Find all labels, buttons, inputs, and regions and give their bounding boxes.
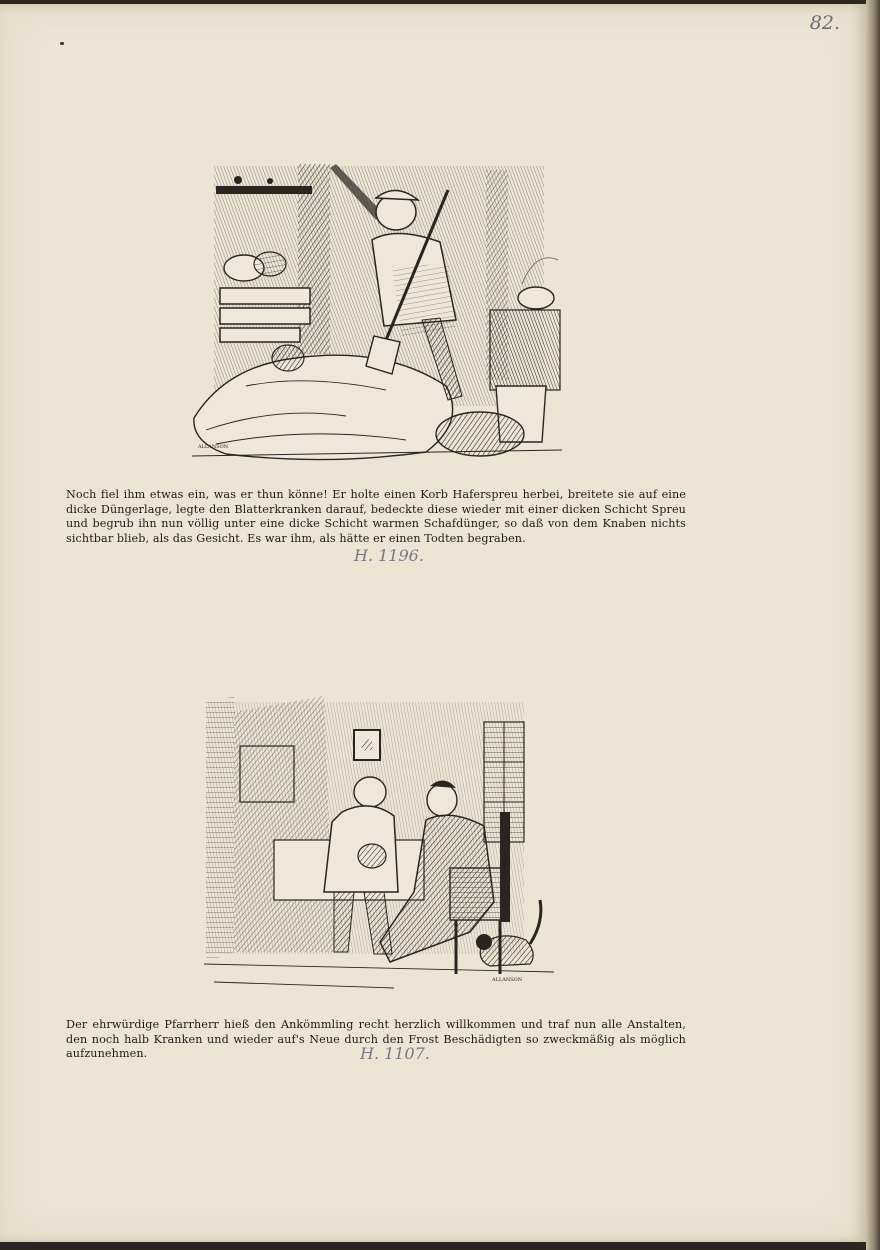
book-edge (866, 0, 880, 1250)
caption-1 (66, 488, 686, 546)
ink-speck (60, 42, 64, 45)
illustration-signature: ALLANSON (492, 977, 523, 983)
caption-text: Noch fiel ihm etwas ein, was er thun könne! Er holte einen Korb Haferspreu herbei, breitete sie auf eine dicke Düngerlage, legte den Blatterkranken darauf, bedeckte diese wieder mit einer dicken Schicht Spreu und begrub ihn nun völlig unter eine dicke Schicht warmen Schafdünger, so daß von dem Knaben nichts sichtbar blieb, als das Gesicht. Es war ihm, als hätte er einen Todten begraben. (66, 488, 686, 545)
catalog-reference-2: H. 1107. (360, 1044, 430, 1063)
illustration-signature: ALLANSON (198, 444, 229, 450)
barn-engraving (186, 160, 570, 472)
page-number: 82. (809, 12, 840, 34)
caption-text: Der ehrwürdige Pfarrherr hieß den Ankömmling recht herzlich willkommen und traf nun alle Anstalten, den noch halb Kranken und wieder auf's Neue durch den Frost Beschädigten so zweckmäßig als möglich aufzunehmen. (66, 1018, 686, 1060)
parsonage-engraving (194, 692, 564, 996)
book-page (0, 4, 866, 1242)
illustration-barn (186, 160, 570, 472)
illustration-parsonage (194, 692, 564, 996)
catalog-reference-1: H. 1196. (354, 546, 424, 565)
